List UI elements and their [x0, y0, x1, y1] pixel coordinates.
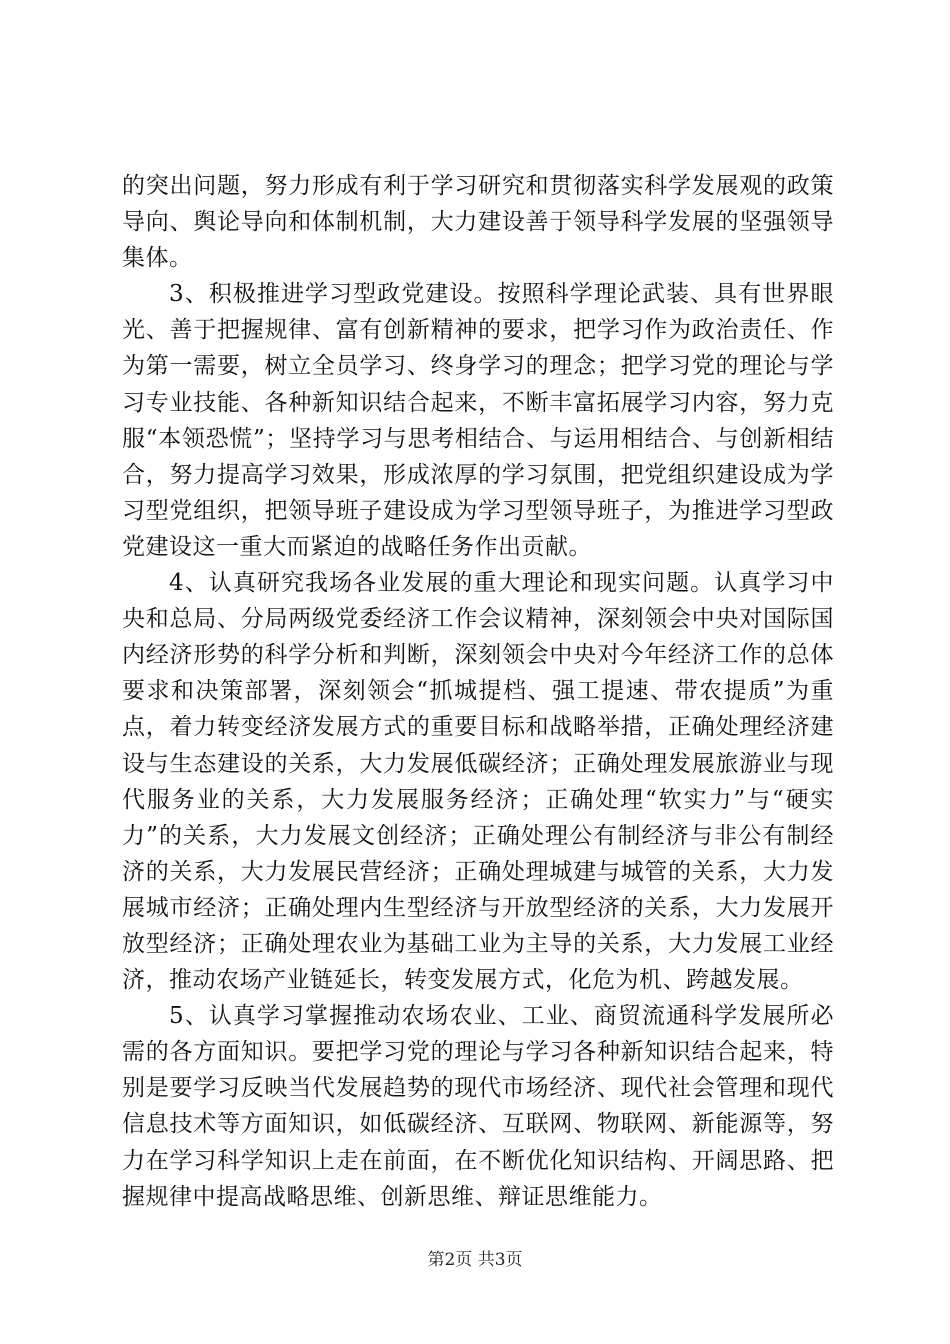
paragraph-item-4: 4、认真研究我场各业发展的重大理论和现实问题。认真学习中央和总局、分局两级党委经济工作会议精神，深刻领会中央对国际国内经济形势的科学分析和判断，深刻领会中央对今年经济工作的总体要求和决策部署，深刻领会“抓城提档、强工提速、带农提质”为重点，着力转变经济发展方式的重要目标和战略举措，正确处理经济建设与生态建设的关系，大力发展低碳经济；正确处理发展旅游业与现代服务业的关系，大力发展服务经济；正确处理“软实力”与“硬实力”的关系，大力发展文创经济；正确处理公有制经济与非公有制经济的关系，大力发展民营经济；正确处理城建与城管的关系，大力发展城市经济；正确处理内生型经济与开放型经济的关系，大力发展开放型经济；正确处理农业为基础工业为主导的关系，大力发展工业经济，推动农场产业链延长，转变发展方式，化危为机、跨越发展。 [122, 570, 834, 994]
paragraph-item-3: 3、积极推进学习型政党建设。按照科学理论武装、具有世界眼光、善于把握规律、富有创新精神的要求，把学习作为政治责任、作为第一需要，树立全员学习、终身学习的理念；把学习党的理论与学习专业技能、各种新知识结合起来，不断丰富拓展学习内容，努力克服“本领恐慌”；坚持学习与思考相结合、与运用相结合、与创新相结合，努力提高学习效果，形成浓厚的学习氛围，把党组织建设成为学习型党组织，把领导班子建设成为学习型领导班子，为推进学习型政党建设这一重大而紧迫的战略任务作出贡献。 [122, 281, 834, 560]
page-number-footer: 第2页 共3页 [427, 1250, 523, 1270]
paragraph-continuation: 的突出问题，努力形成有利于学习研究和贯彻落实科学发展观的政策导向、舆论导向和体制机制，大力建设善于领导科学发展的坚强领导集体。 [122, 173, 834, 272]
document-body [122, 168, 834, 1215]
paragraph-item-5: 5、认真学习掌握推动农场农业、工业、商贸流通科学发展所必需的各方面知识。要把学习党的理论与学习各种新知识结合起来，特别是要学习反映当代发展趋势的现代市场经济、现代社会管理和现代信息技术等方面知识，如低碳经济、互联网、物联网、新能源等，努力在学习科学知识上走在前面，在不断优化知识结构、开阔思路、把握规律中提高战略思维、创新思维、辩证思维能力。 [122, 1003, 834, 1210]
